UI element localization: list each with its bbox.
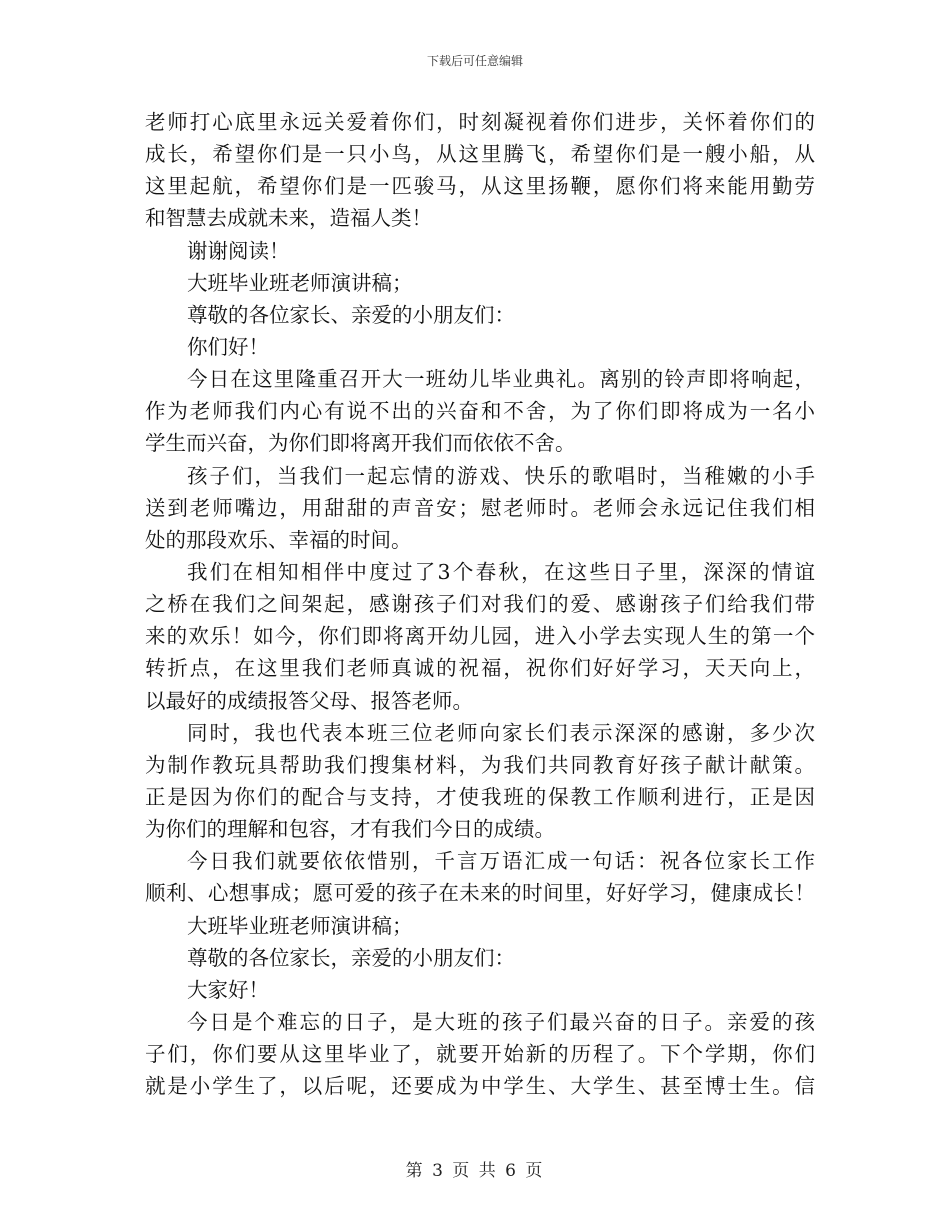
text-line: 正是因为你们的配合与支持，才使我班的保教工作顺利进行，正是因	[145, 784, 815, 809]
text-line: 子们，你们要从这里毕业了，就要开始新的历程了。下个学期，你们	[145, 1042, 815, 1067]
page-header: 下载后可任意编辑	[426, 54, 523, 68]
text-line: 大班毕业班老师演讲稿；	[187, 270, 413, 295]
text-line: 送到老师嘴边，用甜甜的声音安；慰老师时。老师会永远记住我们相	[145, 495, 815, 520]
text-line: 来的欢乐！如今，你们即将离开幼儿园，进入小学去实现人生的第一个	[145, 624, 815, 649]
text-line: 孩子们，当我们一起忘情的游戏、快乐的歌唱时，当稚嫩的小手	[187, 463, 815, 488]
text-line: 作为老师我们内心有说不出的兴奋和不舍，为了你们即将成为一名小	[145, 399, 815, 424]
text-line: 处的那段欢乐、幸福的时间。	[145, 527, 412, 552]
text-line: 学生而兴奋，为你们即将离开我们而依依不舍。	[145, 431, 576, 456]
text-line: 老师打心底里永远关爱着你们，时刻凝视着你们进步，关怀着你们的	[145, 110, 815, 134]
text-line: 以最好的成绩报答父母、报答老师。	[145, 688, 473, 713]
text-line: 你们好！	[187, 334, 269, 359]
text-line: 谢谢阅读！	[187, 238, 290, 263]
text-line: 和智慧去成就未来，造福人类！	[145, 206, 432, 231]
page-number: 第 3 页 共 6 页	[405, 1161, 545, 1181]
text-line: 就是小学生了，以后呢，还要成为中学生、大学生、甚至博士生。信	[145, 1074, 815, 1099]
text-line: 转折点，在这里我们老师真诚的祝福，祝你们好好学习，天天向上，	[145, 656, 815, 681]
text-line: 这里起航，希望你们是一匹骏马，从这里扬鞭，愿你们将来能用勤劳	[145, 174, 815, 199]
text-line: 尊敬的各位家长、亲爱的小朋友们：	[187, 302, 515, 327]
text-line: 同时，我也代表本班三位老师向家长们表示深深的感谢，多少次	[187, 720, 815, 745]
text-line: 我们在相知相伴中度过了3个春秋，在这些日子里，深深的情谊	[187, 559, 815, 584]
text-line: 尊敬的各位家长，亲爱的小朋友们：	[187, 945, 515, 970]
text-line: 之桥在我们之间架起，感谢孩子们对我们的爱、感谢孩子们给我们带	[145, 592, 815, 617]
text-line: 顺利、心想事成；愿可爱的孩子在未来的时间里，好好学习，健康成长！	[145, 881, 815, 906]
text-line: 今日我们就要依依惜别，千言万语汇成一句话：祝各位家长工作	[187, 849, 815, 874]
text-line: 为制作教玩具帮助我们搜集材料，为我们共同教育好孩子献计献策。	[145, 752, 815, 777]
document-body	[145, 106, 815, 1102]
text-line: 大班毕业班老师演讲稿；	[187, 913, 413, 938]
text-line: 今日在这里隆重召开大一班幼儿毕业典礼。离别的铃声即将响起，	[187, 367, 815, 392]
text-line: 为你们的理解和包容，才有我们今日的成绩。	[145, 817, 555, 842]
text-line: 成长，希望你们是一只小鸟，从这里腾飞，希望你们是一艘小船，从	[145, 142, 815, 167]
text-line: 大家好！	[187, 977, 269, 1002]
text-line: 今日是个难忘的日子，是大班的孩子们最兴奋的日子。亲爱的孩	[187, 1009, 815, 1034]
